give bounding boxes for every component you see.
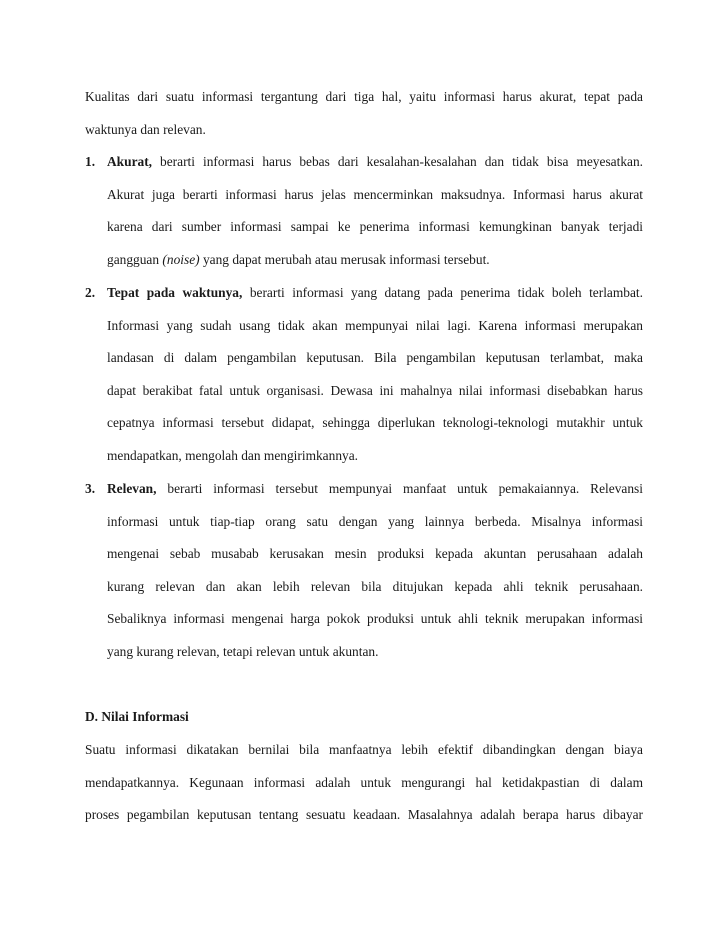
intro-paragraph bbox=[85, 81, 643, 146]
text-line: proses pegambilan keputusan tentang sesuatu keadaan. Masalahnya adalah berapa harus dibayar bbox=[85, 807, 643, 823]
text-line: Suatu informasi dikatakan bernilai bila manfaatnya lebih efektif dibandingkan dengan biaya bbox=[85, 742, 643, 757]
text-line: Kualitas dari suatu informasi tergantung dari tiga hal, yaitu informasi harus akurat, tepat pada bbox=[85, 89, 643, 104]
text-line: Informasi yang sudah usang tidak akan mempunyai nilai lagi. Karena informasi merupakan bbox=[107, 317, 643, 333]
text-span: berarti informasi yang datang pada penerima tidak boleh terlambat. bbox=[242, 285, 643, 300]
text-line: cepatnya informasi tersebut didapat, sehingga diperlukan teknologi-teknologi mutakhir untuk bbox=[107, 415, 643, 431]
text-line: waktunya dan relevan. bbox=[85, 121, 206, 137]
list-number: 2. bbox=[85, 285, 96, 300]
text-span: yang dapat merubah atau merusak informasi tersebut. bbox=[199, 251, 490, 267]
text-line: mendapatkan, mengolah dan mengirimkannya. bbox=[107, 447, 358, 463]
text-line: mengenai sebab musabab kerusakan mesin produksi kepada akuntan perusahaan adalah bbox=[107, 546, 643, 562]
text-line bbox=[107, 277, 643, 310]
text-span: gangguan bbox=[107, 251, 163, 267]
text-line: mendapatkannya. Kegunaan informasi adalah untuk mengurangi hal ketidakpastian di dalam bbox=[85, 774, 643, 790]
item-lead: Tepat pada waktunya, bbox=[107, 285, 243, 300]
text-span: berarti informasi tersebut mempunyai manfaat untuk pemakaiannya. Relevansi bbox=[156, 481, 643, 496]
text-span: berarti informasi harus bebas dari kesalahan-kesalahan dan tidak bisa meyesatkan. bbox=[152, 154, 643, 169]
item-lead: Relevan, bbox=[107, 481, 157, 496]
section-heading: D. Nilai Informasi bbox=[85, 709, 189, 724]
text-line: informasi untuk tiap-tiap orang satu dengan yang lainnya berbeda. Misalnya informasi bbox=[107, 513, 643, 529]
item-lead: Akurat, bbox=[107, 154, 153, 169]
text-line: kurang relevan dan akan lebih relevan bila ditujukan kepada ahli teknik perusahaan. bbox=[107, 578, 643, 594]
section-paragraph bbox=[85, 734, 643, 832]
list-number: 3. bbox=[85, 481, 96, 496]
list-number: 1. bbox=[85, 154, 96, 169]
list-item-akurat bbox=[85, 146, 643, 276]
text-line bbox=[107, 244, 643, 277]
text-line: Sebaliknya informasi mengenai harga pokok produksi untuk ahli teknik merupakan informasi bbox=[107, 611, 643, 627]
text-line: landasan di dalam pengambilan keputusan. Bila pengambilan keputusan terlambat, maka bbox=[107, 350, 643, 366]
text-line: dapat berakibat fatal untuk organisasi. Dewasa ini mahalnya nilai informasi disebabkan harus bbox=[107, 382, 643, 398]
text-line: Akurat juga berarti informasi harus jelas mencerminkan maksudnya. Informasi harus akurat bbox=[107, 186, 643, 202]
noise-term: (noise) bbox=[162, 251, 200, 267]
text-line bbox=[107, 473, 643, 506]
text-line bbox=[107, 146, 643, 179]
list-item-relevan bbox=[85, 473, 643, 669]
text-line: karena dari sumber informasi sampai ke penerima informasi kemungkinan banyak terjadi bbox=[107, 219, 643, 235]
text-line: yang kurang relevan, tetapi relevan untuk akuntan. bbox=[107, 643, 379, 659]
list-item-tepat-waktu bbox=[85, 277, 643, 473]
